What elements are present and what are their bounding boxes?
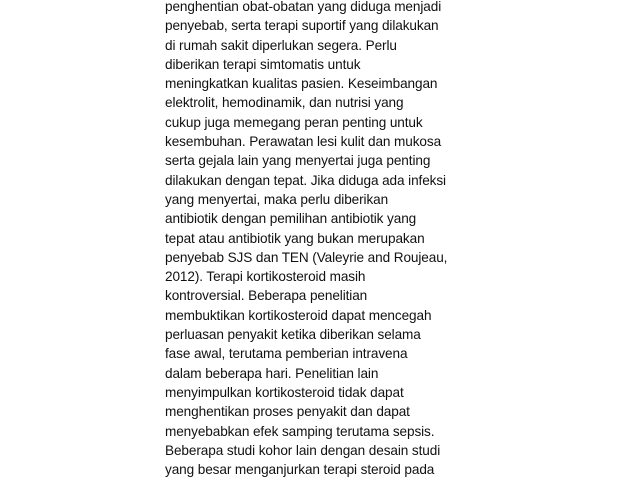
text-line: cukup juga memegang peran penting untuk bbox=[165, 114, 423, 130]
text-line: tepat atau antibiotik yang bukan merupakan bbox=[165, 230, 425, 246]
text-line: penyebab SJS dan TEN (Valeyrie and Roujeau, bbox=[165, 249, 448, 265]
text-line: diberikan terapi simtomatis untuk bbox=[165, 56, 361, 72]
body-paragraph bbox=[165, 0, 485, 479]
text-line: antibiotik dengan pemilihan antibiotik yang bbox=[165, 211, 417, 227]
text-line: perluasan penyakit ketika diberikan selama bbox=[165, 327, 421, 343]
text-line: menyebabkan efek samping terutama sepsis. bbox=[165, 423, 435, 439]
text-line: 2012). Terapi kortikosteroid masih bbox=[165, 269, 366, 285]
text-line: menyimpulkan kortikosteroid tidak dapat bbox=[165, 384, 404, 400]
text-line: kontroversial. Beberapa penelitian bbox=[165, 288, 368, 304]
text-line: menghentikan proses penyakit dan dapat bbox=[165, 404, 410, 420]
text-line: yang besar menganjurkan terapi steroid pada bbox=[165, 462, 435, 478]
text-line: membuktikan kortikosteroid dapat mencegah bbox=[165, 307, 432, 323]
text-line: fase awal, terutama pemberian intravena bbox=[165, 346, 408, 362]
text-line: kesembuhan. Perawatan lesi kulit dan mukosa bbox=[165, 134, 442, 150]
text-line: penyebab, serta terapi suportif yang dilakukan bbox=[165, 18, 439, 34]
text-line: di rumah sakit diperlukan segera. Perlu bbox=[165, 37, 397, 53]
text-line: dilakukan dengan tepat. Jika diduga ada infeksi bbox=[165, 172, 446, 188]
text-line: penghentian obat-obatan yang diduga menjadi bbox=[165, 0, 442, 14]
text-line: serta gejala lain yang menyertai juga penting bbox=[165, 153, 431, 169]
text-line: elektrolit, hemodinamik, dan nutrisi yang bbox=[165, 95, 404, 111]
text-line: meningkatkan kualitas pasien. Keseimbangan bbox=[165, 76, 438, 92]
text-line: Beberapa studi kohor lain dengan desain studi bbox=[165, 442, 441, 458]
text-line: yang menyertai, maka perlu diberikan bbox=[165, 191, 389, 207]
text-line: dalam beberapa hari. Penelitian lain bbox=[165, 365, 379, 381]
